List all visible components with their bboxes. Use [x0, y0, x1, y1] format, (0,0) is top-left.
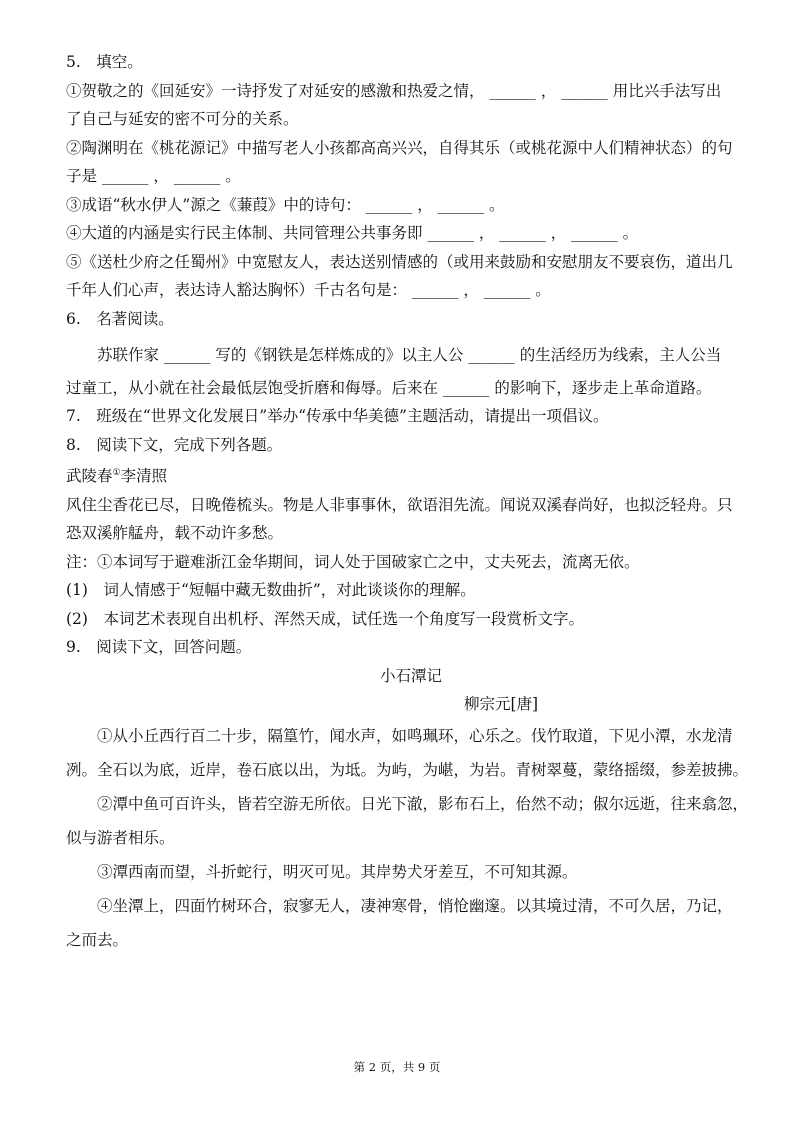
poem-heading	[66, 459, 756, 491]
q7-title: 7. 班级在“世界文化发展日”举办“传承中华美德”主题活动，请提出一项倡议。	[66, 407, 609, 425]
poem-line2: 恐双溪舴艋舟，载不动许多愁。	[66, 524, 284, 543]
essay-title: 小石潭记	[379, 666, 442, 685]
q5-item5-line2: 千年人们心声，表达诗人豁达胸怀）千古名句是： ______ ， ______ 。	[66, 281, 551, 299]
page-footer: 第 2 页，共 9 页	[353, 1060, 441, 1074]
q6-line2: 过童工，从小就在社会最低层饱受折磨和侮辱。后来在 ______ 的影响下，逐步走上革命道路。	[66, 378, 712, 397]
essay-p2-line1: ②潭中鱼可百许头，皆若空游无所依。日光下澈，影布石上，佁然不动；俶尔远逝，往来翕忽，	[97, 794, 749, 813]
q8-sub2: (2) 本词艺术表现自出机杼、浑然天成，试任选一个角度写一段赏析文字。	[66, 609, 584, 628]
q6-line1: 苏联作家 ______ 写的《钢铁是怎样炼成的》以主人公 ______ 的生活经历为线索，主人公当	[97, 346, 722, 364]
poem-line1: 风住尘香花已尽，日晚倦梳头。物是人非事事休，欲语泪先流。闻说双溪春尚好，也拟泛轻舟。只	[66, 495, 733, 514]
q9-title: 9. 阅读下文，回答问题。	[66, 638, 252, 657]
spacer	[66, 333, 756, 341]
essay-p3: ③潭西南而望，斗折蛇行，明灭可见。其岸势犬牙差互，不可知其源。	[97, 862, 578, 881]
q5-item1-line1: ①贺敬之的《回延安》一诗抒发了对延安的感激和热爱之情， ______ ， ______ 用比兴手法写出	[66, 81, 722, 100]
q5-item4: ④大道的内涵是实行民主体制、共同管理公共事务即 ______ ， ______ ， ______ 。	[66, 224, 639, 242]
poem-author: 李清照	[120, 467, 168, 486]
q6-title: 6. 名著阅读。	[66, 309, 174, 328]
q5-title: 5. 填空。	[66, 53, 143, 71]
q5-item1-line2: 了自己与延安的密不可分的关系。	[66, 110, 299, 128]
q5-item3: ③成语“秋水伊人”源之《蒹葭》中的诗句： ______ ， ______ 。	[66, 195, 505, 214]
q8-sub1: (1) 词人情感于“短幅中藏无数曲折”，对此谈谈你的理解。	[66, 581, 476, 600]
q5-item2-line2: 子是 ______ ， ______ 。	[66, 167, 241, 185]
essay-author: 柳宗元[唐]	[464, 695, 539, 714]
q5-item5-line1: ⑤《送杜少府之任蜀州》中宽慰友人，表达送别情感的（或用来鼓励和安慰朋友不要哀伤，道出几	[66, 252, 733, 271]
essay-p4-line2: 之而去。	[66, 930, 129, 949]
essay-p2-line2: 似与游者相乐。	[66, 828, 175, 847]
essay-p1-line2: 冽。全石以为底，近岸，卷石底以出，为坻。为屿，为嵁，为岩。青树翠蔓，蒙络摇缀，参差披拂。	[66, 760, 749, 779]
q5-item2-line1: ②陶渊明在《桃花源记》中描写老人小孩都高高兴兴，自得其乐（或桃花源中人们精神状态）的句	[66, 138, 733, 157]
essay-p1-line1: ①从小丘西行百二十步，隔篁竹，闻水声，如鸣珮环，心乐之。伐竹取道，下见小潭，水龙清	[97, 726, 733, 745]
poem-footnote-mark: ①	[112, 468, 121, 478]
page-content	[66, 48, 756, 957]
poem-title: 武陵春	[66, 467, 113, 486]
q8-title: 8. 阅读下文，完成下列各题。	[66, 435, 283, 454]
essay-p4-line1: ④坐潭上，四面竹树环合，寂寥无人，凄神寒骨，悄怆幽邃。以其境过清，不可久居，乃记，	[97, 896, 733, 915]
poem-note: 注：①本词写于避难浙江金华期间，词人处于国破家亡之中，丈夫死去，流离无依。	[66, 552, 640, 571]
